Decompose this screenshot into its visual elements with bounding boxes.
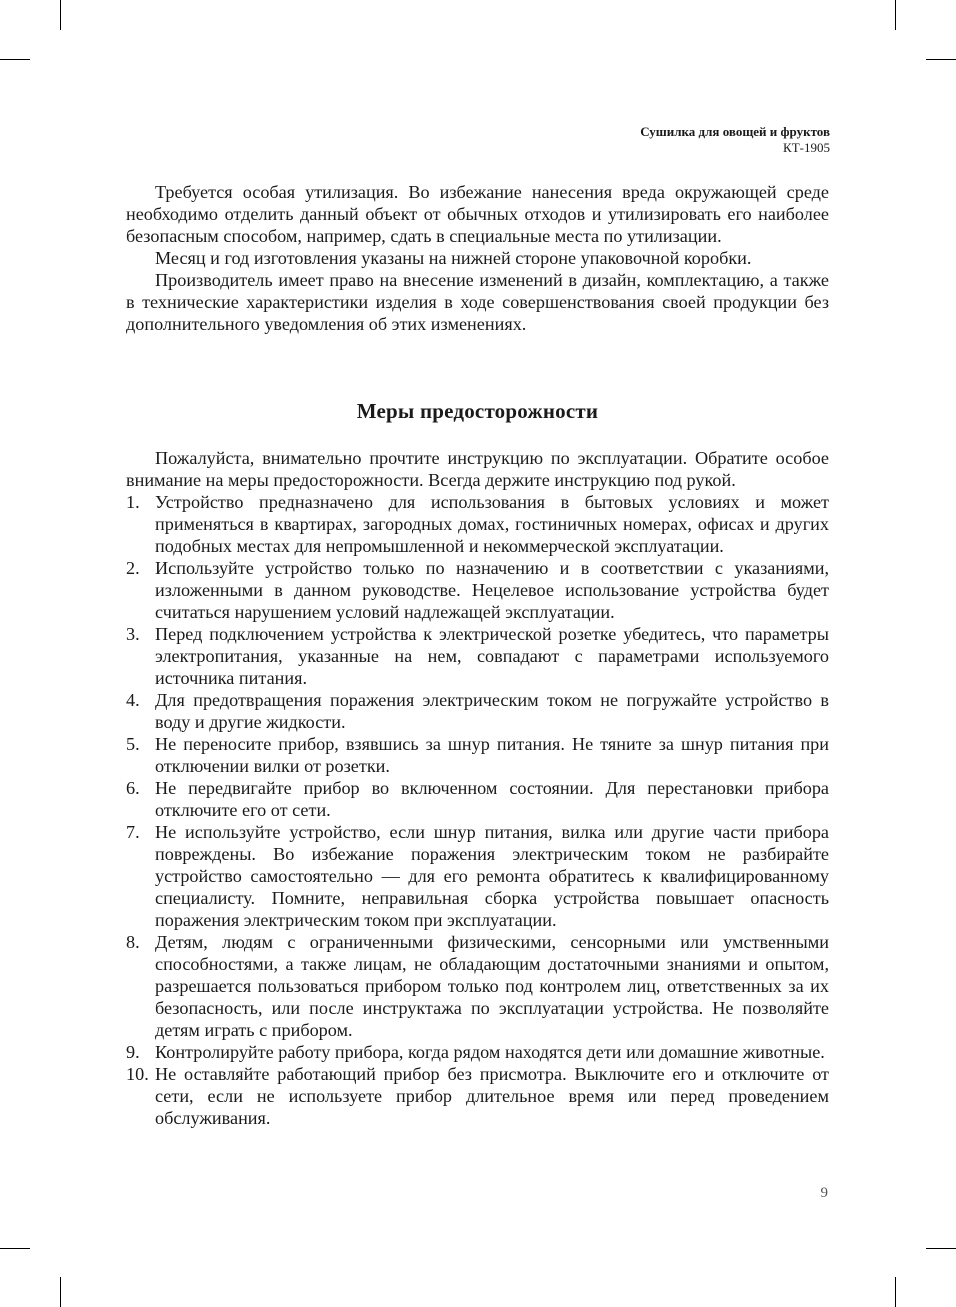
list-item-text: Используйте устройство только по назначению и в соответствии с указаниями, изложенными в данном руководстве. Нецелевое использование устройства будет считаться нарушением условий надлежащей эксплуатации. bbox=[155, 558, 829, 622]
list-item-text: Устройство предназначено для использования в бытовых условиях и может применяться в квартирах, загородных домах, гостиничных номерах, офисах и других подобных местах для непромышленной и некоммерческой эксплуатации. bbox=[155, 492, 829, 556]
list-item-number: 8. bbox=[126, 932, 140, 952]
list-item bbox=[126, 777, 829, 821]
list-item-number: 10. bbox=[126, 1064, 149, 1084]
list-item-text: Перед подключением устройства к электрической розетке убедитесь, что параметры электропитания, указанные на нем, совпадают с параметрами используемого источника питания. bbox=[155, 624, 829, 688]
list-item-number: 6. bbox=[126, 778, 140, 798]
list-item-text: Не передвигайте прибор во включенном состоянии. Для перестановки прибора отключите его от сети. bbox=[155, 778, 829, 820]
list-item-number: 7. bbox=[126, 822, 140, 842]
list-item bbox=[126, 689, 829, 733]
crop-mark-left-bottom bbox=[0, 1248, 30, 1249]
manufacturer-rights-paragraph: Производитель имеет право на внесение изменений в дизайн, комплектацию, а также в технические характеристики изделия в ходе совершенствования своей продукции без дополнительного уведомления об этих изменениях. bbox=[126, 270, 829, 334]
header-model: КТ-1905 bbox=[783, 140, 830, 155]
list-item-text: Не используйте устройство, если шнур питания, вилка или другие части прибора повреждены. Во избежание поражения электрическим током не разбирайте устройство самостоятельно — для его ремонта обратитесь к квалифицированному специалисту. Помните, неправильная сборка устройства повышает опасность поражения электрическим током при эксплуатации. bbox=[155, 822, 829, 930]
list-item-number: 9. bbox=[126, 1042, 140, 1062]
list-item-text: Для предотвращения поражения электрическим током не погружайте устройство в воду и другие жидкости. bbox=[155, 690, 829, 732]
disposal-paragraph: Требуется особая утилизация. Во избежание нанесения вреда окружающей среде необходимо отделить данный объект от обычных отходов и утилизировать его наиболее безопасным способом, например, сдать в специальные места по утилизации. bbox=[126, 182, 829, 246]
list-item-number: 2. bbox=[126, 558, 140, 578]
page-content bbox=[126, 181, 829, 1129]
list-item-text: Контролируйте работу прибора, когда рядом находятся дети или домашние животные. bbox=[155, 1042, 825, 1062]
list-item-text: Не переносите прибор, взявшись за шнур питания. Не тяните за шнур питания при отключении вилки от розетки. bbox=[155, 734, 829, 776]
list-item-number: 1. bbox=[126, 492, 140, 512]
list-item bbox=[126, 1063, 829, 1129]
list-item bbox=[126, 491, 829, 557]
list-item bbox=[126, 1041, 829, 1063]
list-item-text: Не оставляйте работающий прибор без присмотра. Выключите его и отключите от сети, если не используете прибор длительное время или перед проведением обслуживания. bbox=[155, 1064, 829, 1128]
running-header bbox=[640, 124, 830, 156]
manufacture-date-paragraph: Месяц и год изготовления указаны на нижней стороне упаковочной коробки. bbox=[155, 248, 752, 268]
section-intro: Пожалуйста, внимательно прочтите инструкцию по эксплуатации. Обратите особое внимание на меры предосторожности. Всегда держите инструкцию под рукой. bbox=[126, 448, 829, 490]
list-item bbox=[126, 733, 829, 777]
crop-mark-top-right bbox=[895, 0, 896, 30]
crop-mark-right-bottom bbox=[926, 1248, 956, 1249]
list-item bbox=[126, 931, 829, 1041]
crop-mark-left-top bbox=[0, 59, 30, 60]
list-item bbox=[126, 821, 829, 931]
page-number: 9 bbox=[820, 1185, 828, 1201]
list-item-number: 3. bbox=[126, 624, 140, 644]
crop-mark-bottom-left bbox=[60, 1277, 61, 1307]
crop-mark-right-top bbox=[926, 59, 956, 60]
list-item bbox=[126, 557, 829, 623]
precautions-list bbox=[126, 491, 829, 1129]
section-title: Меры предосторожности bbox=[356, 399, 599, 423]
header-product-name: Сушилка для овощей и фруктов bbox=[640, 124, 830, 139]
list-item-number: 4. bbox=[126, 690, 140, 710]
list-item bbox=[126, 623, 829, 689]
crop-mark-bottom-right bbox=[895, 1277, 896, 1307]
list-item-text: Детям, людям с ограниченными физическими, сенсорными или умственными способностями, а также лицам, не обладающим достаточными знаниями и опытом, разрешается пользоваться прибором только под контролем лиц, ответственных за их безопасность, или после инструктажа по эксплуатации устройства. Не позволяйте детям играть с прибором. bbox=[155, 932, 829, 1040]
list-item-number: 5. bbox=[126, 734, 140, 754]
crop-mark-top-left bbox=[60, 0, 61, 30]
